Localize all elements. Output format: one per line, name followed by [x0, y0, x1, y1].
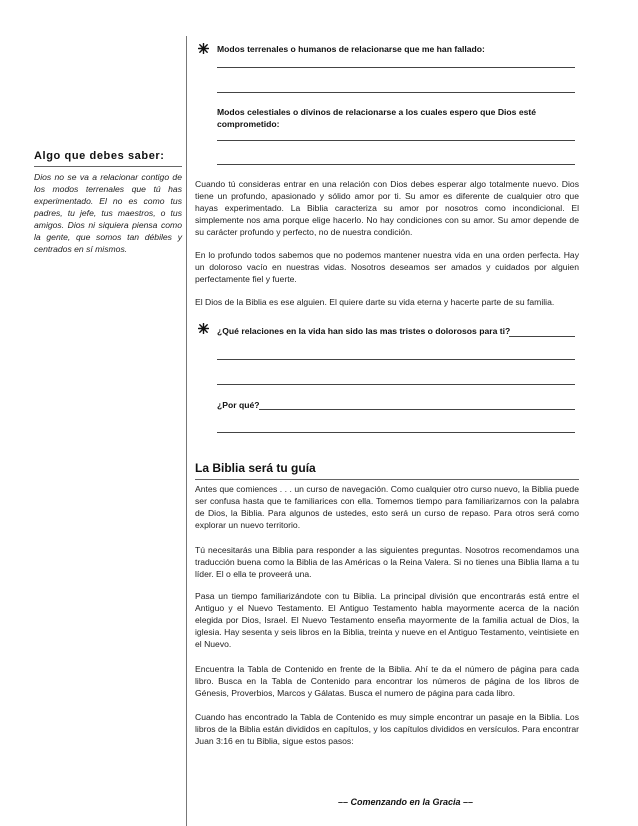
answer-line[interactable] [217, 384, 575, 385]
paragraph-unconditional-love: Cuando tú consideras entrar en una relación con Dios debes esperar algo totalmente nuevo. Dios tiene un profundo, apasionado y sólido amor por ti. Su amor es diferente de cualquier otro que hayas experimentado. La Biblia caracteriza su amor por nosotros como incondicional. El simplemente nos ama porque elige hacerlo. No hay condiciones con su amor. Su amor depende de su carácter profundo y perfecto, no de nuestra condición. [195, 179, 579, 237]
sparkle-icon [198, 43, 209, 54]
answer-line[interactable] [217, 359, 575, 360]
paragraph-testaments: Pasa un tiempo familiarizándote con tu Biblia. La principal división que encontrarás está entre el Antiguo y el Nuevo Testamento. El Antiguo Testamento habla mayormente acerca de la nación elegida por Dios, Israel. El Nuevo Testamento enseña mayormente de la familia actual de Dios, la iglesia. Hay sesenta y seis libros en la Biblia, treinta y nueve en el Antiguo Testamento, veintisiete en el Nuevo. [195, 591, 579, 649]
answer-line[interactable] [217, 92, 575, 93]
column-divider [186, 36, 187, 826]
answer-line[interactable] [259, 409, 575, 410]
answer-line[interactable] [217, 67, 575, 68]
section-heading: La Biblia será tu guía [195, 461, 316, 475]
paragraph-god-of-bible: El Dios de la Biblia es ese alguien. El quiere darte su vida eterna y hacerte parte de su familia. [195, 297, 555, 307]
saddest-relationships-prompt: ¿Qué relaciones en la vida han sido las mas tristes o dolorosos para ti? [217, 326, 511, 336]
paragraph-table-of-contents: Encuentra la Tabla de Contenido en frente de la Biblia. Ahí te da el número de página para cada libro. Busca en la Tabla de Contenido para encontrar los números de página de los libros de Génesis, Proverbios, Marcos y Gálatas. Busca el numero de página para cada libro. [195, 664, 579, 698]
earthly-ways-prompt: Modos terrenales o humanos de relacionarse que me han fallado: [217, 44, 485, 54]
sidebar-rule [34, 166, 182, 167]
answer-line[interactable] [217, 140, 575, 141]
heading-rule [195, 479, 579, 480]
paragraph-need-bible: Tú necesitarás una Biblia para responder a las siguientes preguntas. Nosotros recomendamos una traducción buena como la Biblia de las Américas o la Reina Valera. Si no tienes una Biblia llama a tu líder. El o ella te proveerá una. [195, 545, 579, 579]
answer-line[interactable] [509, 336, 575, 337]
page-footer: –– Comenzando en la Gracia –– [338, 797, 474, 807]
sidebar-note [34, 150, 182, 255]
sidebar-title: Algo que debes saber: [34, 150, 165, 162]
sparkle-icon [198, 323, 209, 334]
paragraph-navigation-course: Antes que comiences . . . un curso de navegación. Como cualquier otro curso nuevo, la Biblia puede ser confusa hasta que te familiarices con ella. Tomemos tiempo para familiarizarnos con la palabra de Dios, la Biblia. Para algunos de ustedes, esto será un curso de repaso. Para otros será como explorar un nuevo territorio. [195, 484, 579, 530]
why-prompt: ¿Por qué? [217, 400, 260, 410]
answer-line[interactable] [217, 164, 575, 165]
paragraph-finding-passage: Cuando has encontrado la Tabla de Contenido es muy simple encontrar un pasaje en la Biblia. Los libros de la Biblia están divididos en capítulos, y los capítulos divididos en versículos. Para encontrar Juan 3:16 en tu Biblia, sigue estos pasos: [195, 712, 579, 746]
answer-line[interactable] [217, 432, 575, 433]
sidebar-body: Dios no se va a relacionar contigo de los modos terrenales que tú has experimentado. El no es como tus padres, tu jefe, tus maestros, o tus amigos. Dios ni siquiera piensa como la gente, que somos tan débiles y centrados en sí mismos. [34, 172, 182, 254]
heavenly-ways-prompt-cont: comprometido: [217, 119, 280, 129]
paragraph-empty-void: En lo profundo todos sabemos que no podemos mantener nuestra vida en una orden perfecta. Hay un doloroso vacío en nuestras vidas. Nosotros deseamos ser amados y cuidados por alguien perfectamente fiel y fuerte. [195, 250, 579, 284]
heavenly-ways-prompt: Modos celestiales o divinos de relacionarse a los cuales espero que Dios esté [217, 107, 537, 117]
